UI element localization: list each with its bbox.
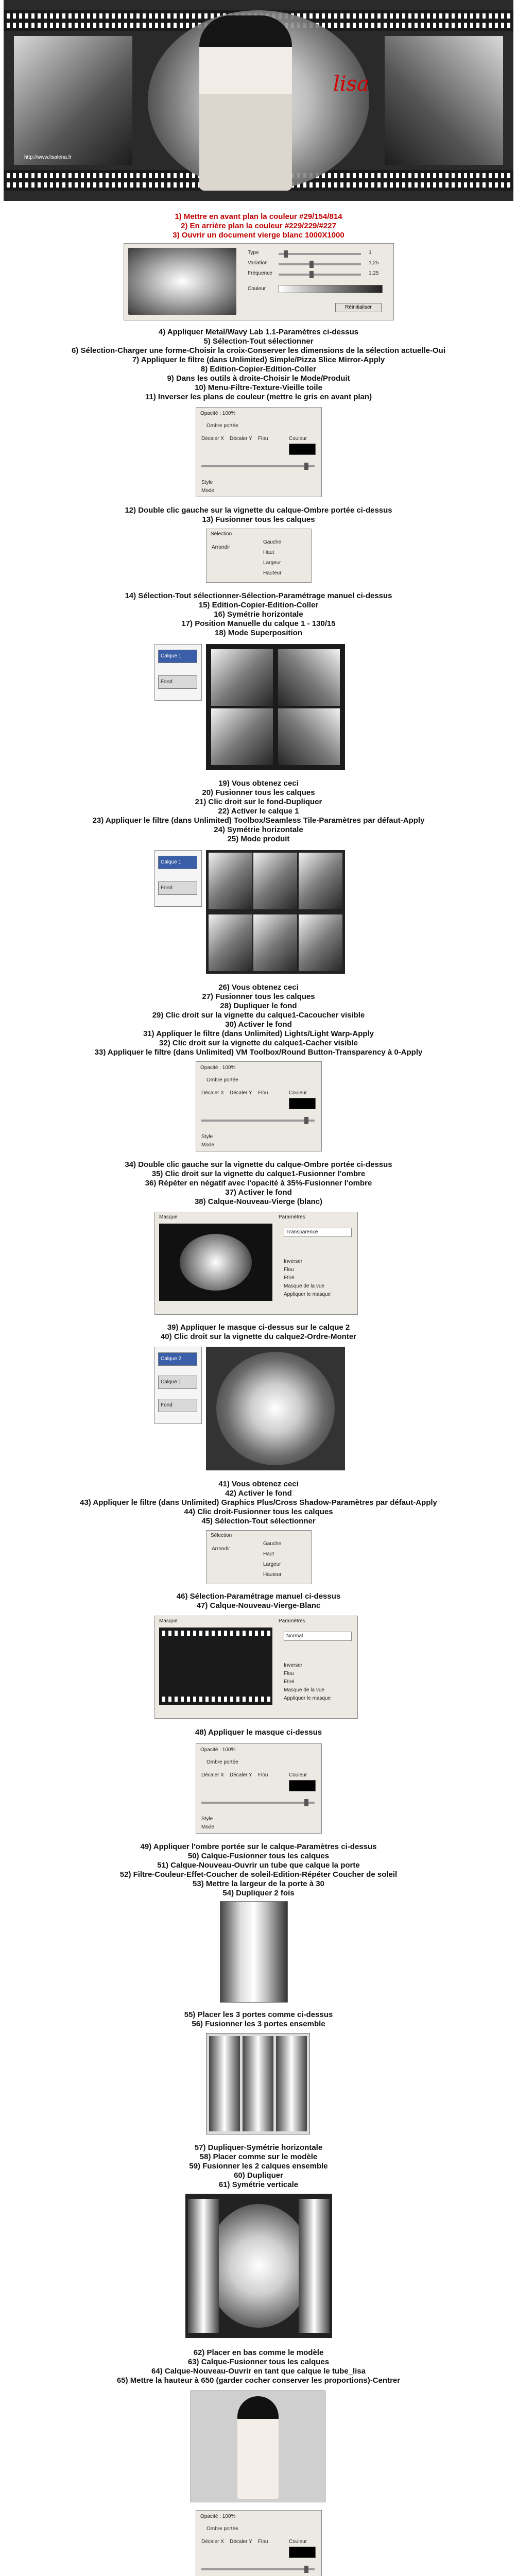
step-57: 57) Dupliquer-Symétrie horizontale (194, 2143, 323, 2152)
shadow2-style: Style (201, 1134, 213, 1140)
sel2-left: Gauche (263, 1541, 282, 1547)
step-27: 27) Fusionner tous les calques (202, 992, 315, 1001)
wavy-value-type[interactable]: 1 (369, 250, 372, 256)
step-31: 31) Appliquer le filtre (dans Unlimited) Lights/Light Warp-Apply (143, 1029, 374, 1038)
shadow1-offset-y: Décaler Y (230, 436, 252, 442)
wavy-slider-frequency[interactable] (279, 274, 361, 276)
shadow2-mode: Mode (201, 1142, 215, 1148)
step-9: 9) Dans les outils à droite-Choisir le Mode/Produit (167, 374, 350, 383)
step-42: 42) Activer le fond (225, 1489, 292, 1498)
shadow1-opacity-slider[interactable] (201, 465, 315, 467)
step-55: 55) Placer les 3 portes comme ci-dessus (184, 2010, 333, 2019)
step-12: 12) Double clic gauche sur la vignette du calque-Ombre portée ci-dessus (125, 506, 392, 515)
mask-dialog-2 (154, 1616, 358, 1719)
shadow1-blur: Flou (258, 436, 268, 442)
shadow4-blur: Flou (258, 2539, 268, 2545)
sel1-round[interactable]: Arrondir (212, 545, 230, 550)
mask2-mode-select[interactable]: Normal (284, 1632, 352, 1641)
result-image-4 (185, 2194, 332, 2338)
mask2-preview (159, 1628, 272, 1705)
step-7: 7) Appliquer le filtre (dans Unlimited) Simple/Pizza Slice Mirror-Apply (132, 355, 385, 364)
step-47: 47) Calque-Nouveau-Vierge-Blanc (196, 1601, 321, 1610)
mask2-opt-invert[interactable]: Inverser (284, 1663, 303, 1668)
step-59: 59) Fusionner les 2 calques ensemble (189, 2162, 328, 2171)
shadow3-offset-x: Décaler X (201, 1772, 224, 1778)
shadow1-color-swatch[interactable] (289, 444, 316, 455)
mask1-preview (159, 1224, 272, 1301)
selection-dialog-2 (206, 1530, 312, 1584)
wavy-reset-button[interactable]: Réinitialiser (335, 303, 382, 312)
layers-panel-1 (154, 644, 202, 701)
layers-panel-2 (154, 850, 202, 907)
sel1-top: Haut (263, 550, 274, 555)
step-13: 13) Fusionner tous les calques (202, 515, 315, 524)
step-44: 44) Clic droit-Fusionner tous les calques (184, 1507, 333, 1516)
step-51: 51) Calque-Nouveau-Ouvrir un tube que calque la porte (157, 1861, 360, 1870)
shadow3-blur: Flou (258, 1772, 268, 1778)
step-6: 6) Sélection-Charger une forme-Choisir la croix-Conserver les dimensions de la sélection actuelle-Oui (71, 346, 446, 355)
banner-left-panel (14, 36, 132, 165)
layer3-calque2[interactable]: Calque 2 (158, 1352, 197, 1366)
layer-fond[interactable]: Fond (158, 675, 197, 689)
shadow3-color-swatch[interactable] (289, 1780, 316, 1791)
mask2-title: Masque (159, 1618, 178, 1624)
step-25: 25) Mode produit (227, 835, 290, 843)
step-1: 1) Mettre en avant plan la couleur #29/154/814 (175, 212, 342, 221)
sel1-width: Largeur (263, 560, 281, 566)
step-36: 36) Répéter en négatif avec l'opacité à 35%-Fusionner l'ombre (145, 1179, 372, 1188)
step-48: 48) Appliquer le masque ci-dessus (195, 1728, 322, 1737)
step-45: 45) Sélection-Tout sélectionner (201, 1517, 316, 1526)
wavy-value-frequency[interactable]: 1,25 (369, 270, 379, 276)
layer-calque1[interactable]: Calque 1 (158, 650, 197, 663)
mask2-opt-apply[interactable]: Appliquer le masque (284, 1696, 331, 1701)
door-image (220, 1901, 288, 2003)
step-11: 11) Inverser les plans de couleur (mettre le gris en avant plan) (145, 393, 372, 401)
shadow1-mode: Mode (201, 488, 215, 494)
shadow2-opacity-slider[interactable] (201, 1120, 315, 1122)
wavy-slider-type[interactable] (279, 253, 361, 255)
sel2-title: Sélection (211, 1533, 232, 1538)
woman-tube-image (191, 2391, 325, 2502)
step-8: 8) Edition-Copier-Edition-Coller (200, 365, 317, 374)
step-32: 32) Clic droit sur la vignette du calque1-Cacher visible (159, 1039, 358, 1047)
step-5: 5) Sélection-Tout sélectionner (203, 337, 314, 346)
wavy-lab-dialog (124, 243, 394, 320)
shadow2-color-swatch[interactable] (289, 1098, 316, 1109)
mask1-params: Paramètres (279, 1214, 305, 1220)
step-35: 35) Clic droit sur la vignette du calque1-Fusionner l'ombre (151, 1170, 366, 1178)
shadow3-style: Style (201, 1816, 213, 1822)
shadow3-opacity-slider[interactable] (201, 1802, 315, 1804)
step-37: 37) Activer le fond (225, 1188, 292, 1197)
shadow2-checkbox[interactable]: Ombre portée (206, 1077, 238, 1083)
wavy-label-frequency: Fréquence (248, 270, 272, 276)
step-50: 50) Calque-Fusionner tous les calques (187, 1852, 330, 1860)
result-image-3 (206, 1347, 345, 1470)
shadow2-blur: Flou (258, 1090, 268, 1096)
wavy-label-variation: Variation (248, 260, 268, 266)
step-46: 46) Sélection-Paramétrage manuel ci-dessus (176, 1592, 341, 1601)
mask2-opt-view[interactable]: Masque de la vue (284, 1687, 324, 1693)
layers-panel-3 (154, 1347, 202, 1424)
step-49: 49) Appliquer l'ombre portée sur le calque-Paramètres ci-dessus (140, 1842, 377, 1851)
banner-site-url: http://www.lisalena.fr (24, 155, 72, 160)
step-16: 16) Symétrie horizontale (214, 610, 303, 619)
step-29: 29) Clic droit sur la vignette du calque1-Cacoucher visible (152, 1011, 365, 1020)
mask1-opt-stretch[interactable]: Etiré (284, 1275, 295, 1281)
wavy-value-variation[interactable]: 1,25 (369, 260, 379, 266)
mask1-opt-blur[interactable]: Flou (284, 1267, 294, 1273)
step-4: 4) Appliquer Metal/Wavy Lab 1.1-Paramètres ci-dessus (158, 328, 359, 336)
step-39: 39) Appliquer le masque ci-dessus sur le calque 2 (167, 1323, 350, 1332)
layer3-calque1[interactable]: Calque 1 (158, 1376, 197, 1389)
step-40: 40) Clic droit sur la vignette du calque2-Ordre-Monter (160, 1332, 357, 1341)
layer2-fond[interactable]: Fond (158, 882, 197, 895)
step-30: 30) Activer le fond (225, 1020, 292, 1029)
shadow3-opacity: Opacité : 100% (200, 1747, 236, 1753)
shadow4-opacity: Opacité : 100% (200, 2514, 236, 2519)
result-image-2 (206, 850, 345, 974)
mask1-opt-view[interactable]: Masque de la vue (284, 1283, 324, 1289)
layer2-calque1[interactable]: Calque 1 (158, 856, 197, 869)
shadow2-opacity: Opacité : 100% (200, 1065, 236, 1071)
mask2-params: Paramètres (279, 1618, 305, 1624)
banner-woman-tube (199, 15, 292, 191)
sel2-top: Haut (263, 1551, 274, 1557)
shadow2-offset-y: Décaler Y (230, 1090, 252, 1096)
step-19: 19) Vous obtenez ceci (218, 779, 299, 788)
shadow4-checkbox[interactable]: Ombre portée (206, 2526, 238, 2532)
shadow3-checkbox[interactable]: Ombre portée (206, 1759, 238, 1765)
sel1-title: Sélection (211, 531, 232, 537)
shadow3-mode: Mode (201, 1824, 215, 1830)
shadow4-opacity-slider[interactable] (201, 2568, 315, 2570)
mask1-title: Masque (159, 1214, 178, 1220)
shadow3-offset-y: Décaler Y (230, 1772, 252, 1778)
shadow4-offset-x: Décaler X (201, 2539, 224, 2545)
step-14: 14) Sélection-Tout sélectionner-Sélection-Paramétrage manuel ci-dessus (125, 591, 392, 600)
step-15: 15) Edition-Copier-Edition-Coller (198, 601, 319, 609)
step-2: 2) En arrière plan la couleur #229/229/#227 (181, 222, 336, 230)
mask1-opt-invert[interactable]: Inverser (284, 1259, 303, 1264)
wavy-label-type: Type (248, 250, 259, 256)
step-61: 61) Symétrie verticale (218, 2180, 299, 2189)
step-17: 17) Position Manuelle du calque 1 - 130/15 (181, 619, 336, 628)
sel2-height: Hauteur (263, 1572, 282, 1578)
shadow1-color: Couleur (289, 436, 307, 442)
wavy-slider-variation[interactable] (279, 263, 361, 265)
shadow4-color-swatch[interactable] (289, 2547, 316, 2558)
shadow4-color: Couleur (289, 2539, 307, 2545)
mask-dialog-1 (154, 1212, 358, 1315)
shadow1-style: Style (201, 480, 213, 485)
step-24: 24) Symétrie horizontale (214, 825, 303, 834)
shadow1-offset-x: Décaler X (201, 436, 224, 442)
banner-image (4, 0, 513, 201)
sel2-width: Largeur (263, 1562, 281, 1567)
banner-logo-text: lisa (333, 72, 369, 96)
shadow2-offset-x: Décaler X (201, 1090, 224, 1096)
wavy-color-gradient[interactable] (279, 285, 383, 293)
step-54: 54) Dupliquer 2 fois (222, 1889, 295, 1897)
result-image-1 (206, 644, 345, 770)
step-10: 10) Menu-Filtre-Texture-Vieille toile (195, 383, 322, 392)
step-20: 20) Fusionner tous les calques (202, 788, 315, 797)
step-65: 65) Mettre la hauteur à 650 (garder cocher conserver les proportions)-Centrer (116, 2376, 401, 2385)
step-18: 18) Mode Superposition (214, 629, 302, 637)
step-41: 41) Vous obtenez ceci (218, 1480, 299, 1488)
step-43: 43) Appliquer le filtre (dans Unlimited) Graphics Plus/Cross Shadow-Paramètres par défaut-Apply (80, 1498, 437, 1507)
step-28: 28) Dupliquer le fond (220, 1002, 297, 1010)
sel1-height: Hauteur (263, 570, 282, 576)
step-64: 64) Calque-Nouveau-Ouvrir en tant que calque le tube_lisa (151, 2367, 366, 2376)
mask2-opt-stretch[interactable]: Etiré (284, 1679, 295, 1685)
step-21: 21) Clic droit sur le fond-Dupliquer (195, 798, 322, 806)
shadow3-color: Couleur (289, 1772, 307, 1778)
three-doors-image (206, 2033, 310, 2134)
step-38: 38) Calque-Nouveau-Vierge (blanc) (194, 1197, 323, 1206)
step-33: 33) Appliquer le filtre (dans Unlimited) VM Toolbox/Round Button-Transparency à 0-Apply (94, 1048, 423, 1057)
shadow1-checkbox[interactable]: Ombre portée (206, 423, 238, 429)
step-22: 22) Activer le calque 1 (218, 807, 299, 816)
step-60: 60) Dupliquer (234, 2171, 283, 2180)
mask1-mode-select[interactable]: Transparence (284, 1228, 352, 1237)
step-3: 3) Ouvrir un document vierge blanc 1000X1000 (173, 231, 344, 240)
shadow-dialog-2 (196, 1061, 322, 1151)
step-26: 26) Vous obtenez ceci (218, 983, 299, 992)
mask2-opt-blur[interactable]: Flou (284, 1671, 294, 1676)
step-52: 52) Filtre-Couleur-Effet-Coucher de soleil-Edition-Répéter Coucher de soleil (119, 1870, 398, 1879)
shadow1-opacity: Opacité : 100% (200, 411, 236, 416)
sel2-round[interactable]: Arrondir (212, 1546, 230, 1552)
mask1-opt-apply[interactable]: Appliquer le masque (284, 1292, 331, 1297)
shadow-dialog-3 (196, 1743, 322, 1834)
selection-dialog-1 (206, 529, 312, 583)
step-58: 58) Placer comme sur le modèle (199, 2153, 318, 2161)
step-23: 23) Appliquer le filtre (dans Unlimited) Toolbox/Seamless Tile-Paramètres par défaut-Apply (92, 816, 425, 825)
shadow-dialog-1 (196, 407, 322, 497)
sel1-left: Gauche (263, 539, 282, 545)
shadow4-offset-y: Décaler Y (230, 2539, 252, 2545)
step-53: 53) Mettre la largeur de la porte à 30 (193, 1879, 324, 1888)
step-62: 62) Placer en bas comme le modèle (193, 2348, 324, 2357)
step-63: 63) Calque-Fusionner tous les calques (187, 2358, 330, 2366)
shadow-dialog-4 (196, 2510, 322, 2576)
wavy-label-color: Couleur (248, 286, 266, 292)
shadow2-color: Couleur (289, 1090, 307, 1096)
layer3-fond[interactable]: Fond (158, 1399, 197, 1412)
step-56: 56) Fusionner les 3 portes ensemble (192, 2020, 325, 2028)
step-34: 34) Double clic gauche sur la vignette du calque-Ombre portée ci-dessus (125, 1160, 392, 1169)
wavy-preview (128, 248, 236, 315)
